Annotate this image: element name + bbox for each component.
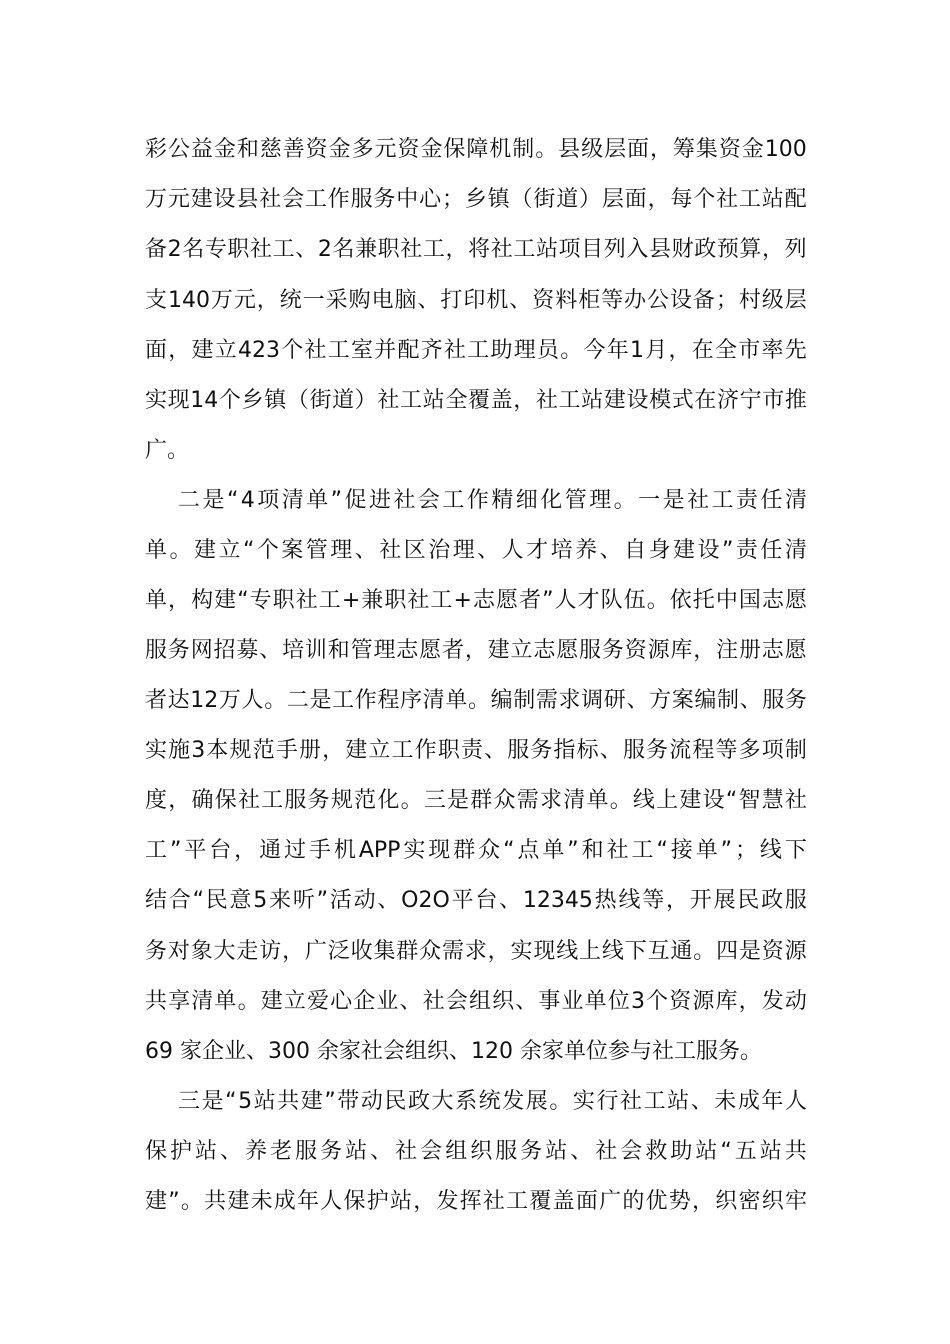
text-line: 二 是 “ 4 项 清 单 ” 促 进 社 会 工 作 精 细 化 管 理 。 一 是 社 工 责 任 清 [178,488,807,513]
text-line: 支 140 万 元 ， 统 一 采 购 电 脑 、 打 印 机 、 资 料 柜 等 办 公 设 备 ； 村 级 层 [145,288,807,313]
text-line: 三 是 “ 5 站 共 建 ” 带 动 民 政 大 系 统 发 展 。 实 行 社 工 站 、 未 成 年 人 [178,1089,807,1114]
text-line: 者 达 12 万 人 。 二 是 工 作 程 序 清 单 。 编 制 需 求 调 研 、 方 案 编 制 、 服 务 [145,688,807,713]
text-line: 69 家企业、300 余家社会组织、120 余家单位参与社工服务。 [145,1039,762,1064]
text-line: 彩 公 益 金 和 慈 善 资 金 多 元 资 金 保 障 机 制 。 县 级 层 面 ， 筹 集 资 金 100 [145,137,807,162]
text-line: 广。 [145,438,190,463]
text-line: 实 现 14 个 乡 镇 （ 街 道 ） 社 工 站 全 覆 盖 ， 社 工 站 建 设 模 式 在 济 宁 市 推 [145,388,807,413]
text-line: 共 享 清 单 。 建 立 爱 心 企 业 、 社 会 组 织 、 事 业 单 位 3 个 资 源 库 ， 发 动 [145,989,807,1014]
text-line: 保 护 站 、 养 老 服 务 站 、 社 会 组 织 服 务 站 、 社 会 救 助 站 “ 五 站 共 [145,1139,807,1164]
text-line: 单 。 建 立 “ 个 案 管 理 、 社 区 治 理 、 人 才 培 养 、 自 身 建 设 ” 责 任 清 [145,538,807,563]
text-line: 实 施 3 本 规 范 手 册 ， 建 立 工 作 职 责 、 服 务 指 标 、 服 务 流 程 等 多 项 制 [145,738,807,763]
text-line: 备 2 名 专 职 社 工 、 2 名 兼 职 社 工 ， 将 社 工 站 项 目 列 入 县 财 政 预 算 ， 列 [145,237,807,262]
text-line: 务 对 象 大 走 访 ， 广 泛 收 集 群 众 需 求 ， 实 现 线 上 线 下 互 通 。 四 是 资 源 [145,939,807,964]
text-line: 万 元 建 设 县 社 会 工 作 服 务 中 心 ； 乡 镇 （ 街 道 ） 层 面 ， 每 个 社 工 站 配 [145,187,807,212]
text-line: 度 ， 确 保 社 工 服 务 规 范 化 。 三 是 群 众 需 求 清 单 。 线 上 建 设 “ 智 慧 社 [145,788,807,813]
text-line: 服 务 网 招 募 、 培 训 和 管 理 志 愿 者 ， 建 立 志 愿 服 务 资 源 库 ， 注 册 志 愿 [145,638,807,663]
text-line: 结 合 “ 民 意 5 来 听 ” 活 动 、 O2O 平 台 、 12345 热 线 等 ， 开 展 民 政 服 [145,888,807,913]
text-line: 工 ” 平 台 ， 通 过 手 机 APP 实 现 群 众 “ 点 单 ” 和 社 工 “ 接 单 ” ； 线 下 [145,838,807,863]
text-line: 单 ， 构 建 “ 专 职 社 工 + 兼 职 社 工 + 志 愿 者 ” 人 才 队 伍 。 依 托 中 国 志 愿 [145,588,807,613]
text-line: 面 ， 建 立 423 个 社 工 室 并 配 齐 社 工 助 理 员 。 今 年 1 月 ， 在 全 市 率 先 [145,338,807,363]
text-line: 建 ” 。 共 建 未 成 年 人 保 护 站 ， 发 挥 社 工 覆 盖 面 广 的 优 势 ， 织 密 织 牢 [145,1189,807,1214]
